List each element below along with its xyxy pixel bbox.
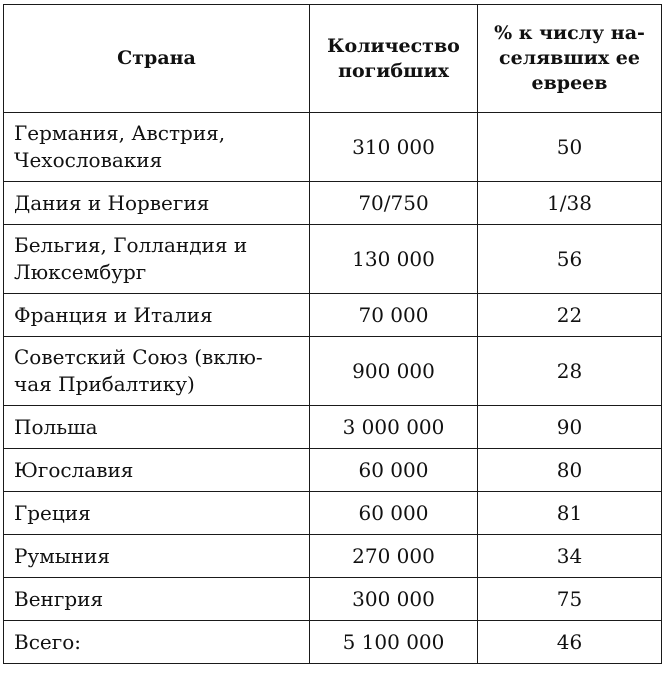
killed-cell: 5 100 000 xyxy=(310,621,478,664)
header-killed: Количество погибших xyxy=(310,5,478,113)
table-row xyxy=(4,113,662,182)
killed-cell: 70 000 xyxy=(310,294,478,337)
country-cell: Германия, Австрия, Чехословакия xyxy=(4,113,310,182)
country-cell: Дания и Норвегия xyxy=(4,182,310,225)
percent-cell: 56 xyxy=(478,225,662,294)
killed-cell: 900 000 xyxy=(310,337,478,406)
country-cell: Советский Союз (вклю-чая Прибалтику) xyxy=(4,337,310,406)
killed-cell: 130 000 xyxy=(310,225,478,294)
table-row xyxy=(4,535,662,578)
country-cell: Югославия xyxy=(4,449,310,492)
table-row xyxy=(4,225,662,294)
percent-cell: 22 xyxy=(478,294,662,337)
percent-cell: 28 xyxy=(478,337,662,406)
table-row xyxy=(4,294,662,337)
country-cell: Греция xyxy=(4,492,310,535)
table-row xyxy=(4,337,662,406)
percent-cell: 80 xyxy=(478,449,662,492)
table-row xyxy=(4,449,662,492)
percent-cell: 50 xyxy=(478,113,662,182)
country-cell: Всего: xyxy=(4,621,310,664)
killed-cell: 60 000 xyxy=(310,492,478,535)
country-cell: Бельгия, Голландия и Люксембург xyxy=(4,225,310,294)
victims-table xyxy=(3,4,662,664)
percent-cell: 90 xyxy=(478,406,662,449)
country-cell: Венгрия xyxy=(4,578,310,621)
percent-cell: 75 xyxy=(478,578,662,621)
total-row xyxy=(4,621,662,664)
percent-cell: 46 xyxy=(478,621,662,664)
killed-cell: 3 000 000 xyxy=(310,406,478,449)
country-cell: Румыния xyxy=(4,535,310,578)
table-row xyxy=(4,406,662,449)
country-cell: Польша xyxy=(4,406,310,449)
header-country: Страна xyxy=(4,5,310,113)
killed-cell: 270 000 xyxy=(310,535,478,578)
table-row xyxy=(4,578,662,621)
killed-cell: 60 000 xyxy=(310,449,478,492)
killed-cell: 70/750 xyxy=(310,182,478,225)
table-row xyxy=(4,492,662,535)
percent-cell: 81 xyxy=(478,492,662,535)
table-row xyxy=(4,182,662,225)
header-percent: % к числу на-селявших ее евреев xyxy=(478,5,662,113)
country-cell: Франция и Италия xyxy=(4,294,310,337)
percent-cell: 1/38 xyxy=(478,182,662,225)
killed-cell: 300 000 xyxy=(310,578,478,621)
header-row xyxy=(4,5,662,113)
percent-cell: 34 xyxy=(478,535,662,578)
killed-cell: 310 000 xyxy=(310,113,478,182)
